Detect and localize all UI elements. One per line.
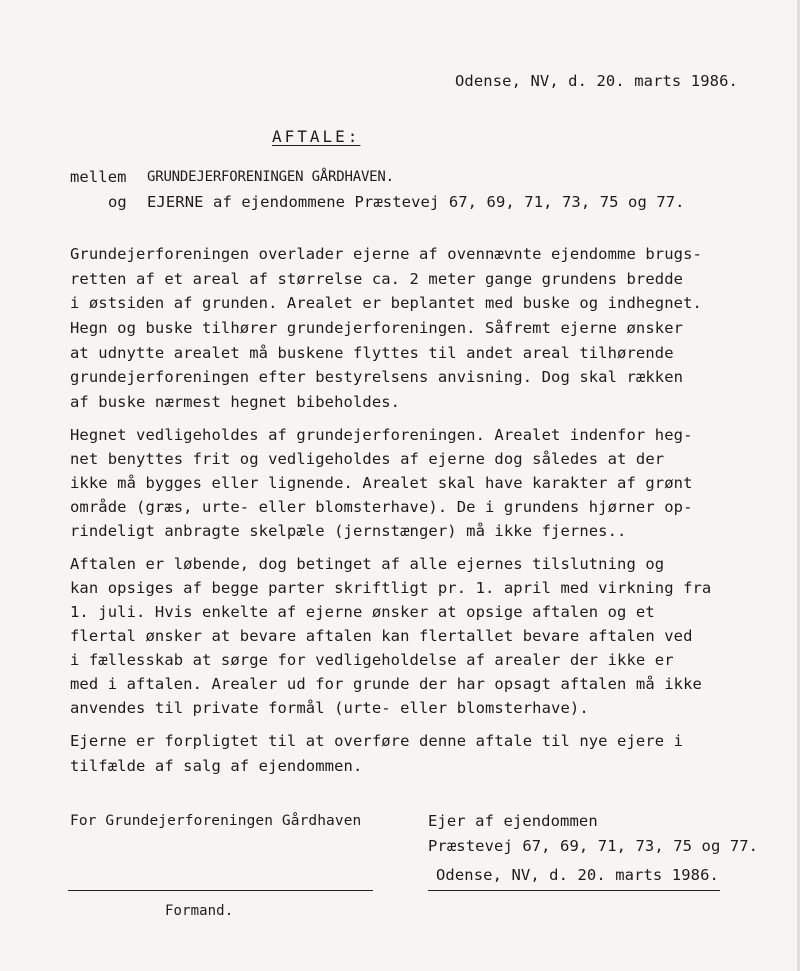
paragraph-line: Hegn og buske tilhører grundejerforeningen. Såfremt ejerne ønsker [70,319,684,337]
paragraph-line: af buske nærmest hegnet bibeholdes. [70,393,401,411]
paragraph-line: Ejerne er forpligtet til at overføre denne aftale til nye ejere i [70,732,684,750]
paragraph-line: 1. juli. Hvis enkelte af ejerne ønsker at opsige aftalen og et [70,603,655,621]
document-title: AFTALE: [272,127,361,146]
signature-left-role: Formand. [165,903,234,919]
parties-prefix-mellem: mellem [70,168,127,186]
paragraph-line: i fællesskab at sørge for vedligeholdelse af arealer der ikke er [70,651,674,669]
paragraph-line: tilfælde af salg af ejendommen. [70,757,363,775]
signature-line-left [68,890,373,891]
signature-left-heading: For Grundejerforeningen Gårdhaven [70,813,362,829]
paragraph-line: flertal ønsker at bevare aftalen kan flertallet bevare aftalen ved [70,627,693,645]
paragraph-line: grundejerforeningen efter bestyrelsens anvisning. Dog skal rækken [70,368,684,386]
paragraph-line: rindeligt anbragte skelpæle (jernstænger) må ikke fjernes.. [70,522,627,540]
parties-prefix-og: og [108,193,127,211]
header-place-date: Odense, NV, d. 20. marts 1986. [455,72,738,90]
paragraph-line: i østsiden af grunden. Arealet er beplantet med buske og indhegnet. [70,294,702,312]
paragraph-line: anvendes til private formål (urte- eller blomsterhave). [70,699,589,717]
signature-right-heading: Ejer af ejendommen [428,812,598,830]
paragraph-line: retten af et areal af størrelse ca. 2 meter gange grundens bredde [70,270,684,288]
paragraph-line: med i aftalen. Arealer ud for grunde der har opsagt aftalen må ikke [70,675,702,693]
signature-line-right [428,890,720,891]
paragraph-line: område (græs, urte- eller blomsterhave). De i grundens hjørner op- [70,498,693,516]
paragraph-line: kan opsiges af begge parter skriftligt pr. 1. april med virkning fra [70,579,712,597]
paragraph-line: at udnytte arealet må buskene flyttes til andet areal tilhørende [70,344,674,362]
paragraph-line: ikke må bygges eller lignende. Arealet skal have karakter af grønt [70,474,693,492]
signature-right-date: Odense, NV, d. 20. marts 1986. [436,866,719,884]
parties-line-2: EJERNE af ejendommene Præstevej 67, 69, 71, 73, 75 og 77. [147,193,685,211]
parties-line-1: GRUNDEJERFORENINGEN GÅRDHAVEN. [147,169,394,185]
signature-right-address: Præstevej 67, 69, 71, 73, 75 og 77. [428,837,759,855]
paragraph-line: Grundejerforeningen overlader ejerne af ovennævnte ejendomme brugs- [70,245,702,263]
paragraph-line: net benyttes frit og vedligeholdes af ejerne dog således at der [70,450,665,468]
paragraph-line: Aftalen er løbende, dog betinget af alle ejernes tilslutning og [70,555,665,573]
paragraph-line: Hegnet vedligeholdes af grundejerforeningen. Arealet indenfor heg- [70,426,693,444]
